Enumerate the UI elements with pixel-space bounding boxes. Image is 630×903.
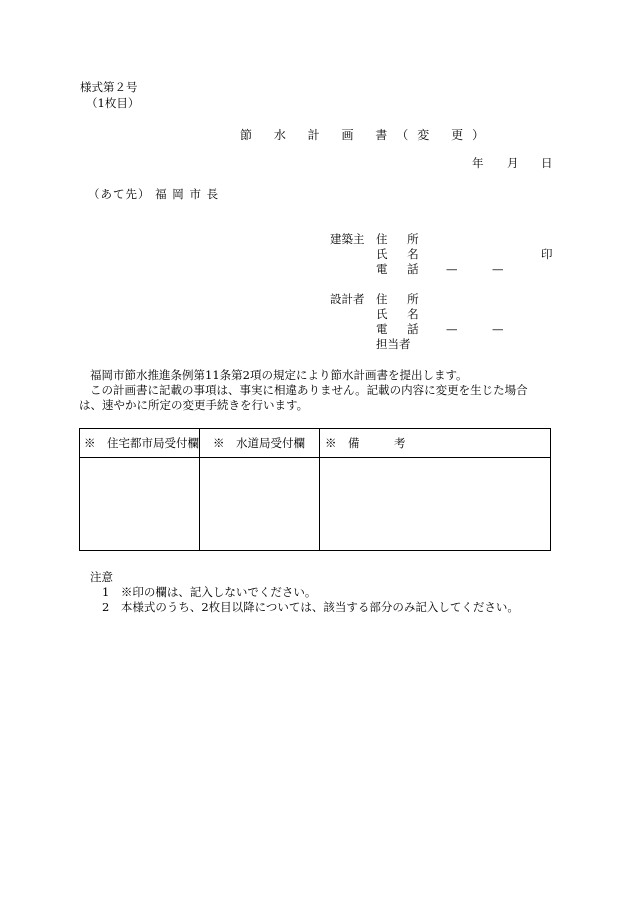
addressee: （あて先） 福 岡 市 長	[88, 187, 220, 201]
body-line-1: 福岡市節水推進条例第11条第2項の規定により節水計画書を提出します。	[90, 368, 468, 382]
notes-heading: 注意	[90, 570, 113, 584]
builder-phone-dash-1: —	[446, 262, 458, 276]
designer-role: 設計者	[330, 292, 365, 306]
note-2: 2 本様式のうち、2枚目以降については、該当する部分のみ記入してください。	[102, 600, 519, 614]
table-header-water-bureau: ※ 水道局受付欄	[213, 436, 305, 450]
table-cell-water-bureau[interactable]	[200, 458, 319, 550]
builder-phone-label: 電 話	[376, 262, 427, 276]
designer-name-label: 氏 名	[376, 307, 427, 321]
builder-role: 建築主	[330, 232, 365, 246]
date-month: 月	[507, 156, 519, 170]
date-day: 日	[541, 156, 553, 170]
builder-address-label: 住 所	[376, 232, 427, 246]
note-1: 1 ※印の欄は、記入しないでください。	[102, 585, 317, 599]
table-cell-remarks[interactable]	[320, 458, 550, 550]
body-line-2: この計画書に記載の事項は、事実に相違ありません。記載の内容に変更を生じた場合	[90, 383, 528, 397]
builder-seal: 印	[541, 247, 553, 261]
builder-name-label: 氏 名	[376, 247, 427, 261]
date-year: 年	[472, 156, 484, 170]
page-title: 節 水 計 画 書（変 更）	[240, 128, 494, 142]
table-header-housing-bureau: ※ 住宅都市局受付欄	[84, 436, 199, 450]
designer-address-label: 住 所	[376, 292, 427, 306]
designer-contact-label: 担当者	[376, 337, 411, 351]
sheet-number: （1枚目）	[86, 96, 140, 110]
table-cell-housing-bureau[interactable]	[80, 458, 199, 550]
reception-table	[79, 428, 551, 551]
designer-phone-dash-2: —	[492, 322, 504, 336]
designer-phone-dash-1: —	[446, 322, 458, 336]
form-number: 様式第２号	[80, 80, 138, 94]
table-header-remarks: ※ 備 考	[325, 436, 406, 450]
builder-phone-dash-2: —	[492, 262, 504, 276]
body-line-3: は、速やかに所定の変更手続きを行います。	[79, 398, 309, 412]
designer-phone-label: 電 話	[376, 322, 427, 336]
